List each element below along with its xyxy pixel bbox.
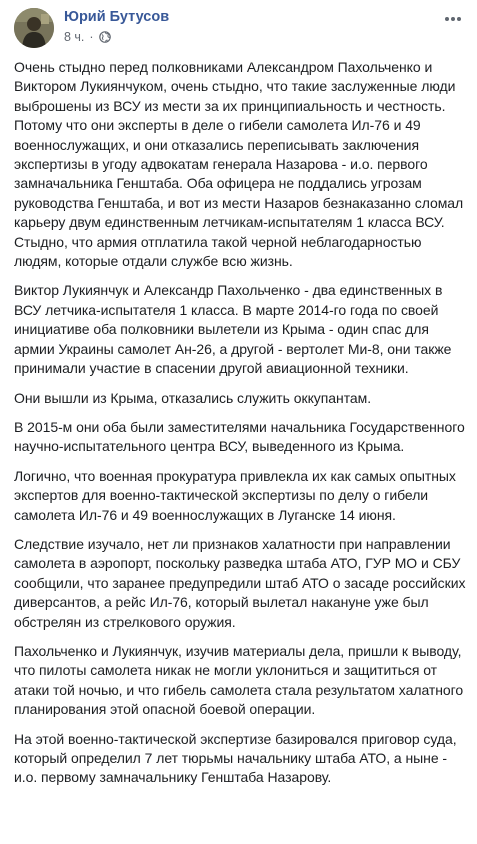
- post-paragraph: В 2015-м они оба были заместителями начальника Государственного научно-испытательного центра ВСУ, выведенного из Крыма.: [14, 418, 465, 455]
- author-name[interactable]: Юрий Бутусов: [64, 9, 170, 25]
- post-meta: [64, 30, 111, 44]
- post-paragraph: На этой военно-тактической экспертизе базировался приговор суда, который определил 7 лет тюрьмы начальнику штаба АТО, а ныне - и.о. первому замначальнику Генштаба Назарову.: [14, 730, 457, 786]
- post-body: [14, 58, 466, 798]
- post-paragraph: Следствие изучало, нет ли признаков халатности при направлении самолета в аэропорт, поскольку разведка штаба АТО, ГУР МО и СБУ сообщили, что заранее предупредили штаб АТО о засаде российских диверсантов, а рейс Ил-76, который вылетал накануне уже был обстрелян из стрелкового оружия.: [14, 535, 466, 630]
- post-paragraph: Виктор Лукиянчук и Александр Пахольченко - два единственных в ВСУ летчика-испытателя 1 класса. В марте 2014-го года по своей инициативе оба полковники вылетели из Крыма - один спас для армии Украины самолет Ан-26, а другой - вертолет Ми-8, они также принимали участие в спасении другой авиационной техники.: [14, 282, 452, 377]
- post-paragraph: Пахольченко и Лукиянчук, изучив материалы дела, пришли к выводу, что пилоты самолета никак не могли уклониться и защититься от атаки той ночью, и что гибель самолета стала результатом халатного планирования этой опасной боевой операции.: [14, 642, 464, 718]
- meta-separator: ·: [89, 30, 94, 44]
- post-paragraph: Они вышли из Крыма, отказались служить оккупантам.: [14, 389, 372, 406]
- post-paragraph: Очень стыдно перед полковниками Александром Пахольченко и Виктором Лукиянчуком, очень стыдно, что такие заслуженные люди выброшены из ВСУ из мести за их принципиальность и честность. Потому что они эксперты в деле о гибели самолета Ил-76 и 49 военнослужащих, и они отказались переписывать заключения экспертизы в угоду адвокатам генерала Назарова - и.о. первого замначальника Генштаба. Оба офицера не поддались угрозам руководства Генштаба, и вот из мести Назаров безнаказанно сломал карьеру двум единственным летчикам-испытателям 1 класса ВСУ. Стыдно, что армия отплатила такой черной неблагодарностью людям, которые отдали службе всю жизнь.: [14, 59, 464, 270]
- post-timestamp[interactable]: 8 ч.: [64, 30, 85, 44]
- more-options-icon[interactable]: [442, 12, 464, 26]
- globe-icon[interactable]: [99, 31, 111, 43]
- post-header: [14, 6, 468, 54]
- post-paragraph: Логично, что военная прокуратура привлекла их как самых опытных экспертов для военно-тактической экспертизы по делу о гибели самолета Ил-76 и 49 военнослужащих в Луганске 14 июня.: [14, 467, 456, 523]
- author-avatar[interactable]: [14, 8, 54, 48]
- avatar-photo-icon: [14, 8, 54, 48]
